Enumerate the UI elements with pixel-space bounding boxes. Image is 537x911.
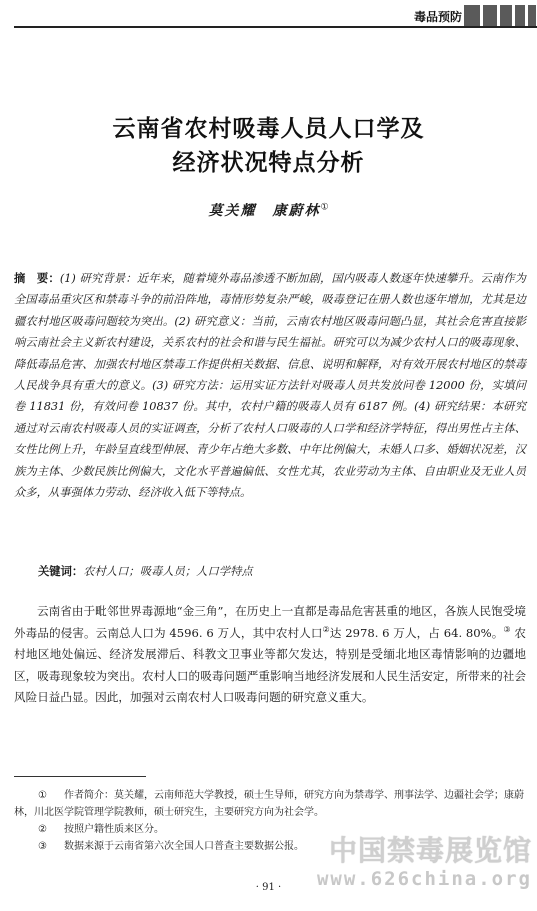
header-bar <box>515 5 525 27</box>
footnote-text: 作者简介：莫关耀，云南师范大学教授，硕士生导师，研究方向为禁毒学、刑事法学、边疆社会学；康蔚林，川北医学院管理学院教师，硕士研究生，主要研究方向为社会学。 <box>14 790 524 818</box>
header-bar <box>464 5 480 27</box>
body-paragraph <box>14 601 526 709</box>
footnote-ref-2: ② <box>322 624 330 634</box>
keywords-label: 关键词： <box>38 565 84 578</box>
section-label: 毒品预防 <box>413 10 462 24</box>
footnote-item <box>14 787 526 821</box>
header-bar <box>528 5 536 27</box>
footnote-text: 数据来源于云南省第六次全国人口普查主要数据公报。 <box>64 841 304 852</box>
abstract-text: (1) 研究背景：近年来，随着境外毒品渗透不断加剧，国内吸毒人数逐年快速攀升。云南作为全国毒品重灾区和禁毒斗争的前沿阵地，毒情形势复杂严峻，吸毒登记在册人数也逐年增加，尤其是边疆农村地区吸毒问题较为突出。(2) 研究意义：当前，云南农村地区吸毒问题凸显，其社会危害直接影响云南社会主义新农村建设，关系农村的社会和谐与民生福祉。研究可以为减少农村人口的吸毒现象、降低毒品危害、加强农村地区禁毒工作提供相关数据、信息、说明和解释，对有效开展农村地区的禁毒人民战争具有重大的意义。(3) 研究方法：运用实证方法针对吸毒人员共发放问卷 12000 份，实填问卷 11831 份，有效问卷 10837 份。其中，农村户籍的吸毒人员有 6187 例。(4) 研究结果：本研究通过对云南农村吸毒人员的实证调查，分析了农村人口吸毒的人口学和经济学特征，得出男性占主体、女性比例上升，年龄呈直线型伸展、青少年占绝大多数、中年比例偏大，未婚人口多、婚姻状况差，汉族为主体、少数民族比例偏大，文化水平普遍偏低、女性尤其，农业劳动为主体、自由职业及无业人员众多，从事强体力劳动、经济收入低下等特点。 <box>14 272 526 500</box>
article-title-line-1: 云南省农村吸毒人员人口学及 <box>112 115 425 142</box>
footnote-ref-3: ③ <box>503 624 511 634</box>
body-text-part-3: 农村地区地处偏远、经济发展滞后、科教文卫事业等都欠发达，特别是受缅北地区毒情影响的边疆地区，吸毒现象较为突出。农村人口的吸毒问题严重影响当地经济发展和人民生活安定，所带来的社会风险日益凸显。因此，加强对云南农村人口吸毒问题的研究意义重大。 <box>14 625 527 705</box>
footnote-marker: ① <box>38 790 47 801</box>
footnote-marker: ③ <box>38 841 47 852</box>
header-bar <box>483 5 497 27</box>
footnote-text: 按照户籍性质来区分。 <box>64 824 164 835</box>
article-authors <box>0 200 537 220</box>
header-rule <box>14 26 537 28</box>
keywords <box>38 563 526 581</box>
author-names: 莫关耀 康蔚林 <box>208 203 321 219</box>
header-decor-bars <box>464 5 536 27</box>
article-title-line-2: 经济状况特点分析 <box>172 149 365 176</box>
abstract <box>14 268 526 503</box>
watermark-title: 中国禁毒展览馆 <box>328 834 532 867</box>
author-note-marker: ① <box>320 202 329 213</box>
footnote-rule <box>14 776 146 777</box>
body-text-part-1: 云南省由于毗邻世界毒源地“金三角”，在历史上一直都是毒品危害甚重的地区，各族人民饱受境外毒品的侵害。云南总人口为 4596. 6 万人，其中农村人口 <box>14 604 526 640</box>
abstract-label: 摘 要： <box>14 272 60 285</box>
page-number: · 91 · <box>255 882 282 893</box>
keywords-text: 农村人口；吸毒人员；人口学特点 <box>83 565 253 578</box>
header-bar <box>500 5 512 27</box>
watermark-url: www.626china.org <box>316 868 532 890</box>
body-text-part-2: 达 2978. 6 万人，占 64. 80%。 <box>329 625 504 640</box>
footnote-marker: ② <box>38 824 47 835</box>
